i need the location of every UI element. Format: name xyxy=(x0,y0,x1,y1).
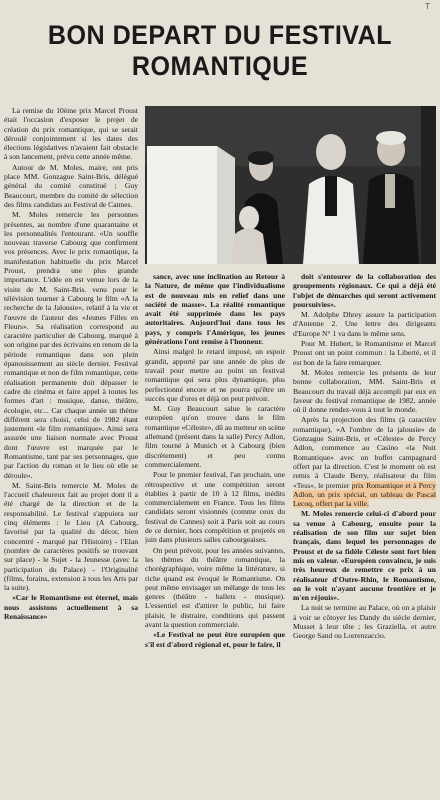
paragraph: Pour M. Hubert, le Romantisme et Marcel Proust ont un point commun : la Liberté, et il est bon de la faire remarquer. xyxy=(293,339,436,367)
paragraph: M. Guy Beaucourt salue le caractère européen qu'on trouve dans le film romantique «Céleste», dû au metteur en scène allemand (présent dans la salle) Percy Adlon, film tourné à Munich et à Cabourg (bien discrètement) et peu connu commercialement. xyxy=(145,404,285,469)
paragraph: La nuit se termine au Palace, où on a plaisir à voir se côtoyer les Dandy du siècle dernier, Musset à leur tête ; les Graziella, et autre George Sand ou Lorrenzaccio. xyxy=(293,603,436,641)
headline xyxy=(19,20,421,82)
paragraph: On peut prévoir, pour les années suivantes, les thèmes du théâtre romantique, la chorégraphique, voire même la littérature, si riche quand est évoqué le Romantisme. On peut même envisager un mélange de tous les genres (théâtre - ballets - musique). L'essentiel est d'attirer le public, lui faire plaisir, le distraire, conditions qui passent avant la question commerciale. xyxy=(145,545,285,629)
headline-line-2: ROMANTIQUE xyxy=(131,51,309,81)
paragraph: M. Moles remercie celui-ci d'abord pour sa venue à Cabourg, ensuite pour la réalisation de son film sur sujet bien français, dans lequel les personnages de Proust et de sa fidèle Céleste sont fort bien mis en valeur. «Européen convaincu, je suis très heureux de remettre ce prix à un réalisateur d'Outre-Rhin, le Romantisme, on le voit n'ayant aucune frontière et je m'en réjouis». xyxy=(293,509,436,603)
paragraph: Ainsi malgré le retard imposé, un espoir grandit, apporté par une année de plus de travail pour mettre au point un festival romantique qui sera plus dynamique, plus perfectionné encore et ne pourra qu'être un succès que d'ores et déjà on peut prévoir. xyxy=(145,347,285,403)
paragraph: La remise du 10ème prix Marcel Proust était l'occasion d'exposer le projet de création du prix romantique, qui se serait déroulé conjointement si les dates des élections législatives n'avaient fait obstacle à son lancement, prévu cette année même. xyxy=(4,106,138,162)
paragraph: «Le Festival ne peut être européen que s'il est d'abord régional et, pour le faire, il xyxy=(145,630,285,649)
paragraph: M. Saint-Bris remercie M. Moles de l'accueil chaleureux fait au projet dont il a été chargé de la direction et de la responsabilité. Le festival s'appuiera sur cinq éléments : le Lieu (A Cabourg, favorisé par la qualité du décor, bien concentré - marqué par l'Histoire) - l'Elan (nombre de caractères positifs se trouvant sur place) - le Sujet - la Jeunesse (avec la participation du Palace) - l'Originalité (films, forains, extension à tous les Arts par la suite). xyxy=(4,480,138,593)
column-3 xyxy=(293,272,436,800)
paragraph: M. Moles remercie les personnes présentes, au nombre d'une quarantaine et les personnalités l'entourant. «Un souffle nouveau traverse Cabourg que confirment vos présences. Avec le prix romantique, la manifestation habituelle du prix Marcel Proust, prendra une plus grande importance. L'idée en est venue lors de la visite de M. Saint-Bris. venu pour le télévision tourner à Cabourg le film «A la recherche de la Jalousie», relatif à la vie et l'œuvre de l'auteur des «Jeunes Filles en Fleurs». Sa réalisation correspond au caractère particulier de Cabourg, marqué à son origine par des écrivains en renom de la période romantique dans son plein épanouissement au siècle dernier. Festival romantique et non de film romantique, cette réalisation permanente doit dépasser le cadre du cinéma et faire appel à toutes les formes d'art : musique, danse, théâtre, écologie, etc... Car chaque année un thème différent sera choisi, celui de 1982 étant justement «le film romantique». Ainsi sera assurée une liaison normale avec Proust dont l'œuvre est marquée par le Romantisme, tant par ses personnages, que par l'action du roman et le lieu où elle se déroule». xyxy=(4,210,138,480)
column-2 xyxy=(145,272,285,800)
paragraph: doit s'entourer de la collaboration des groupements régionaux. Ce qui a déjà été l'objet de démarches qui seront activement poursuivies». xyxy=(293,272,436,309)
column-1 xyxy=(4,106,138,800)
paragraph: Autour de M. Moles, maire, ont pris place MM. Gonzague Saint-Bris, délégué général du comité constitué ; Guy Beaucourt, membre du comité de sélection des films candidats au Festival de Cannes. xyxy=(4,162,138,209)
article-body xyxy=(4,106,436,800)
headline-line-1: BON DEPART DU FESTIVAL xyxy=(47,20,393,50)
paragraph: M. Adolphe Dhrey assure la participation d'Antenne 2. Une lettre des dirigeants d'Europe N° 1 va dans le même sens. xyxy=(293,310,436,338)
paragraph xyxy=(293,415,436,508)
paragraph: M. Moles remercie les présents de leur bonne collaboration, MM. Saint-Bris et Beaucourt du travail déjà accompli par eux en faveur du festival romantique de 1982, année où il donne rendez-vous à tout le monde. xyxy=(293,367,436,415)
event-photo xyxy=(145,106,436,264)
paragraph: «Car le Romantisme est éternel, mais nous assistons actuellement à sa Renaissance» xyxy=(4,593,138,622)
paragraph-text: Après la projection des films (à caractère romantique), «A l'ombre de la jalousie» de Gonzague Saint-Bris, et «Céleste» de Percy Adlon, commence au Casino «la Nuit Romantique» avec un buffet campagnard offert par la direction. C'est le moment où est remis à Claude Berry, réalisateur du film «Tess», le premier xyxy=(293,415,436,490)
photo-illustration xyxy=(145,106,436,264)
paragraph: Pour le premier festival, l'an prochain, une rétrospective et une compétition seront établies à partir de 10 à 12 films, inédits commercialement en France. Tous les films candidats seront visionnés (comme ceux du festival de Cannes) soit à Paris soit au cours de ce dernier, hors compétition et projetés en juin dans plusieurs salles cabourgeaises. xyxy=(145,470,285,545)
edge-mark: T xyxy=(425,2,430,11)
paragraph: sance, avec une inclination au Retour à la Nature, de même que l'individualisme est de nouveau mis en relief dans une société de masse». La réalité romantique avait été supprimée dans les pays autoritaires. Aujourd'hui dans tous les pays, y compris l'Amérique, les jeunes générations l'ont remise à l'honneur. xyxy=(145,272,285,347)
highlighted-text: prix Romantique et à Percy Adlon, un prix spécial, un tableau de Pascal Lecoq, offert par la ville. xyxy=(293,480,436,509)
